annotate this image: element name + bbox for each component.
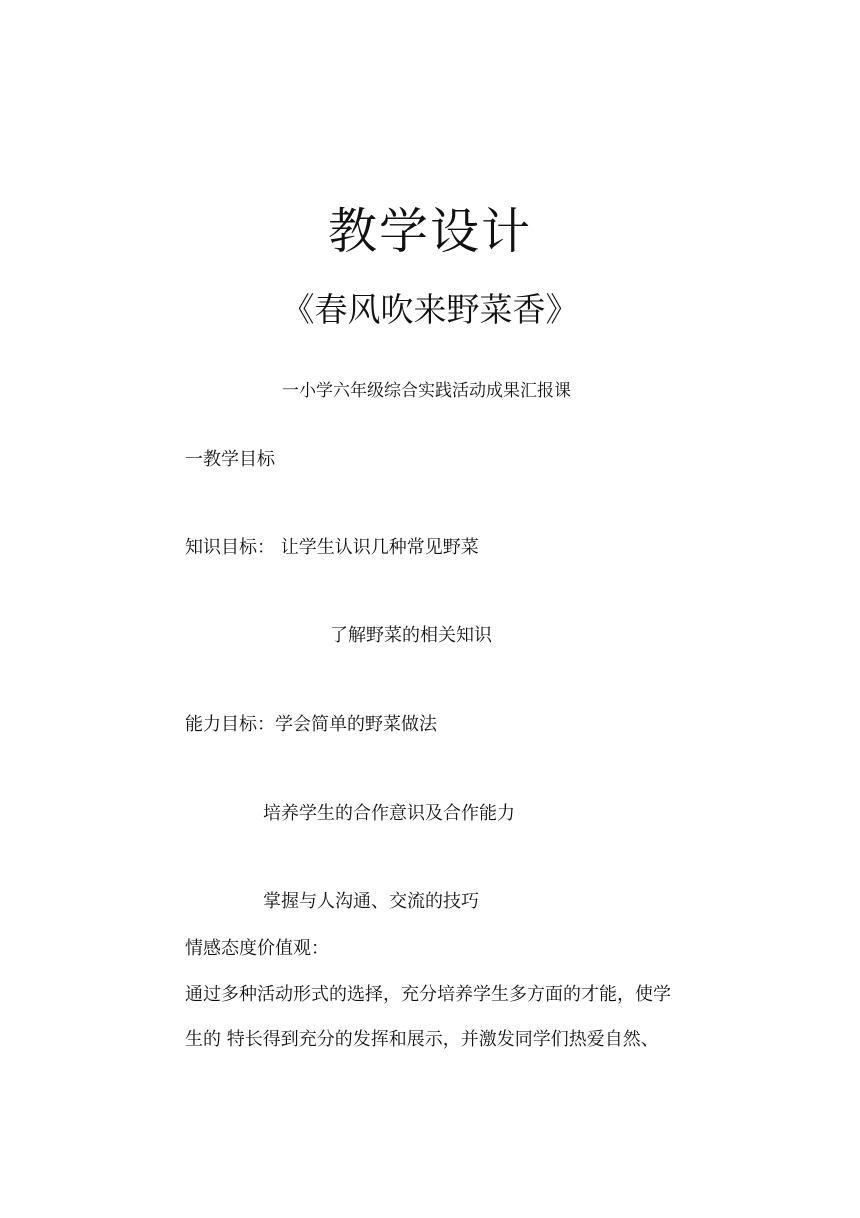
ability-objective-line-2: 培养学生的合作意识及合作能力 <box>263 803 515 824</box>
ability-objective-line-1: 能力目标：学会简单的野菜做法 <box>185 714 437 735</box>
emotion-objective-heading: 情感态度价值观： <box>185 938 329 959</box>
section-heading-objectives: 一教学目标 <box>185 449 275 470</box>
ability-objective-line-3: 掌握与人沟通、交流的技巧 <box>263 891 479 912</box>
knowledge-objective-line-1: 知识目标： 让学生认识几种常见野菜 <box>185 537 479 558</box>
document-title: 教学设计 <box>327 203 532 260</box>
emotion-paragraph-line-1: 通过多种活动形式的选择，充分培养学生多方面的才能，使学 <box>185 984 671 1005</box>
emotion-paragraph-line-2: 生的 特长得到充分的发挥和展示，并激发同学们热爱自然、 <box>185 1029 659 1050</box>
document-tagline: 一小学六年级综合实践活动成果汇报课 <box>282 381 571 401</box>
knowledge-objective-line-2: 了解野菜的相关知识 <box>330 625 492 646</box>
document-subtitle: 《春风吹来野菜香》 <box>281 290 579 329</box>
